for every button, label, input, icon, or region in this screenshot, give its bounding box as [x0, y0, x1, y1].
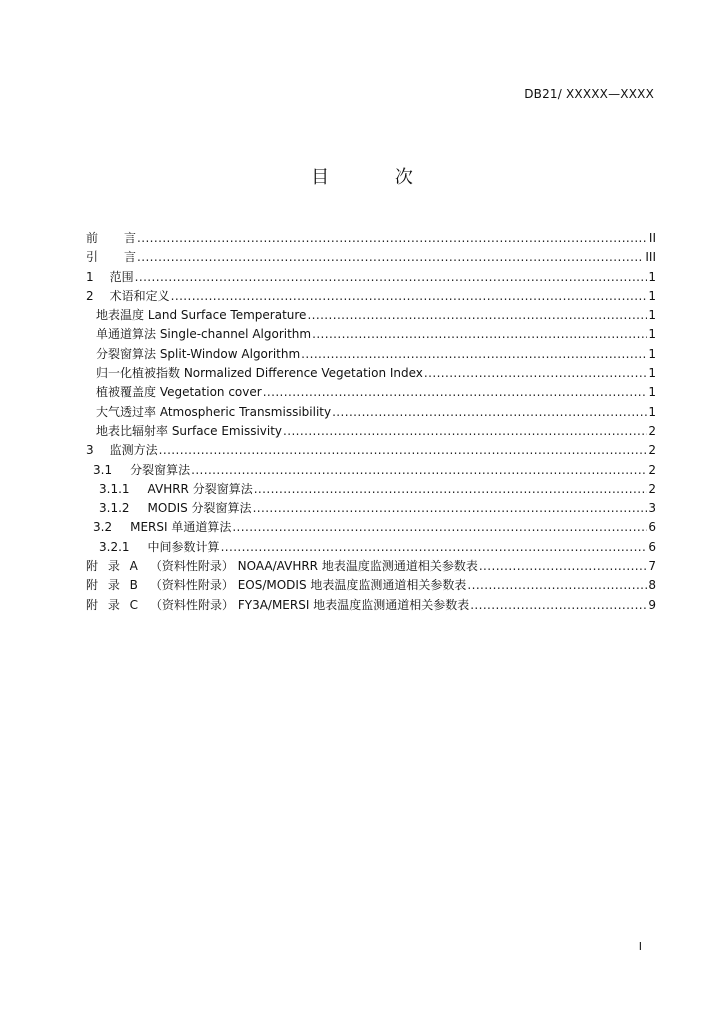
toc-entry-page: 6: [648, 539, 656, 554]
toc-entry-title: 植被覆盖度 Vegetation cover: [96, 385, 262, 400]
toc-entry-number: 附 录 C: [86, 597, 139, 612]
toc-entry-title: MERSI 单通道算法: [130, 520, 232, 535]
toc-entry-title: 中间参数计算: [147, 539, 220, 554]
dot-leader: [221, 538, 648, 557]
toc-entry[interactable]: [86, 596, 656, 615]
toc-entry-page: 1: [648, 308, 656, 323]
dot-leader: [159, 441, 648, 460]
toc-entry[interactable]: [86, 325, 656, 344]
dot-leader: [301, 345, 647, 364]
toc-entry[interactable]: [86, 461, 656, 480]
toc-entry[interactable]: [86, 538, 656, 557]
toc-entry-title: 大气透过率 Atmospheric Transmissibility: [96, 404, 332, 419]
toc-title: 目 次: [311, 167, 443, 188]
toc-entry-number: 3.1: [93, 462, 113, 477]
toc-entry[interactable]: [86, 557, 656, 576]
dot-leader: [332, 403, 647, 422]
dot-leader: [263, 383, 648, 402]
toc-entry-page: 1: [648, 327, 656, 342]
toc-entry-page: 1: [648, 404, 656, 419]
toc-entry-page: 2: [648, 481, 656, 496]
dot-leader: [307, 306, 647, 325]
dot-leader: [232, 518, 647, 537]
toc-entry-page: 2: [648, 443, 656, 458]
toc-entry-title: AVHRR 分裂窗算法: [147, 481, 253, 496]
toc-entry[interactable]: [86, 364, 656, 383]
toc-entry-title: （资料性附录） EOS/MODIS 地表温度监测通道相关参数表: [149, 578, 467, 593]
toc-entry-number: 附 录 B: [86, 578, 138, 593]
toc-entry[interactable]: [86, 383, 656, 402]
toc-entry-page: II: [648, 231, 656, 245]
dot-leader: [137, 248, 644, 267]
toc-entry-page: 1: [648, 385, 656, 400]
toc-entry[interactable]: [86, 306, 656, 325]
toc-entry-number: 前: [86, 231, 99, 245]
toc-entry-number: 3.1.2: [99, 501, 130, 516]
toc-entry[interactable]: [86, 403, 656, 422]
toc-entry-page: 6: [648, 520, 656, 535]
toc-entry-number: 2: [86, 288, 94, 303]
toc-entry[interactable]: [86, 287, 656, 306]
toc-entry-page: 7: [648, 559, 656, 574]
toc-entry-title: 地表温度 Land Surface Temperature: [96, 308, 307, 323]
toc-entry-title: 分裂窗算法: [130, 462, 191, 477]
toc-entry-title: 监测方法: [109, 443, 158, 458]
dot-leader: [312, 325, 647, 344]
toc-entry-number: 附 录 A: [86, 559, 138, 574]
toc-entry-title: MODIS 分裂窗算法: [147, 501, 252, 516]
footer-page-number: I: [638, 940, 642, 953]
toc-entry-title: （资料性附录） FY3A/MERSI 地表温度监测通道相关参数表: [150, 597, 470, 612]
dot-leader: [171, 287, 648, 306]
toc-entry[interactable]: [86, 345, 656, 364]
dot-leader: [283, 422, 647, 441]
dot-leader: [253, 499, 648, 518]
toc-entry-page: 3: [648, 501, 656, 516]
toc-entry-title: （资料性附录） NOAA/AVHRR 地表温度监测通道相关参数表: [149, 559, 478, 574]
dot-leader: [135, 268, 648, 287]
toc-entry[interactable]: [86, 229, 656, 248]
toc-entry-number: 引: [86, 250, 99, 265]
toc-entry[interactable]: [86, 518, 656, 537]
toc-entry-page: 1: [648, 366, 656, 381]
toc-entry[interactable]: [86, 480, 656, 499]
toc-entry-title: 言: [124, 250, 137, 265]
dot-leader: [479, 557, 648, 576]
toc-entry-page: 8: [648, 578, 656, 593]
toc-entry-title: 归一化植被指数 Normalized Difference Vegetation Index: [96, 366, 423, 381]
toc-entry[interactable]: [86, 248, 656, 267]
toc-entry-page: 2: [648, 462, 656, 477]
dot-leader: [137, 229, 648, 248]
toc-entry[interactable]: [86, 576, 656, 595]
toc-entry-title: 分裂窗算法 Split-Window Algorithm: [96, 346, 301, 361]
toc-entry-page: 1: [648, 269, 656, 284]
table-of-contents: [86, 229, 656, 615]
toc-entry-page: 2: [648, 423, 656, 438]
toc-entry-page: 1: [648, 288, 656, 303]
dot-leader: [424, 364, 647, 383]
toc-entry-page: 9: [648, 597, 656, 612]
toc-entry-number: 3.2.1: [99, 539, 130, 554]
toc-entry-title: 地表比辐射率 Surface Emissivity: [96, 423, 283, 438]
dot-leader: [467, 576, 647, 595]
toc-entry-number: 3.1.1: [99, 481, 130, 496]
document-code: DB21/ XXXXX—XXXX: [524, 87, 654, 101]
dot-leader: [254, 480, 648, 499]
dot-leader: [470, 596, 647, 615]
toc-entry-number: 3: [86, 443, 94, 458]
toc-entry-title: 单通道算法 Single-channel Algorithm: [96, 327, 312, 342]
toc-entry-page: III: [645, 250, 656, 265]
toc-entry[interactable]: [86, 441, 656, 460]
toc-entry[interactable]: [86, 422, 656, 441]
toc-entry-number: 1: [86, 269, 94, 284]
toc-entry-page: 1: [648, 346, 656, 361]
toc-entry-title: 术语和定义: [109, 288, 170, 303]
toc-entry[interactable]: [86, 268, 656, 287]
toc-entry-number: 3.2: [93, 520, 113, 535]
toc-entry-title: 范围: [109, 269, 134, 284]
toc-entry[interactable]: [86, 499, 656, 518]
toc-entry-title: 言: [124, 231, 137, 245]
dot-leader: [191, 461, 647, 480]
